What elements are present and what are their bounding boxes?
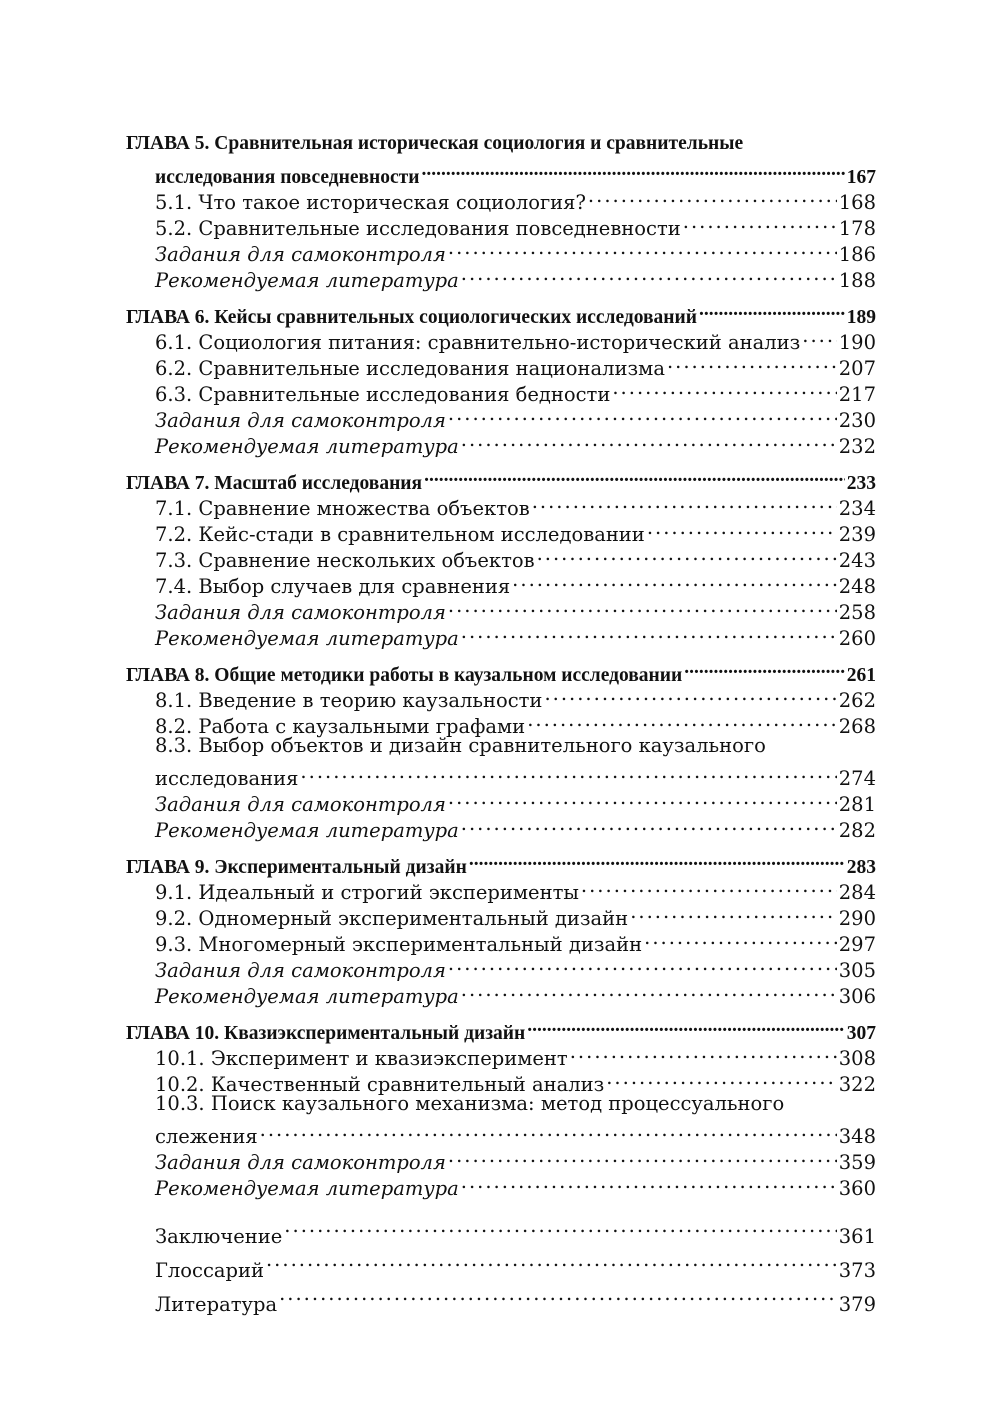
chapter-9-heading[interactable]	[126, 847, 876, 878]
chapter-8-heading[interactable]	[126, 655, 876, 686]
toc-entry-page: 260	[838, 627, 876, 650]
leader-dots	[699, 297, 845, 323]
toc-entry-8-3-line1[interactable]: 8.3. Выбор объектов и дизайн сравнительного каузального	[155, 734, 766, 757]
toc-entry-page: 230	[838, 409, 876, 432]
leader-dots	[461, 1169, 837, 1195]
toc-entry-conclusion[interactable]	[126, 1209, 876, 1248]
chapter-5-heading[interactable]	[126, 157, 876, 188]
toc-entry-page: 361	[838, 1225, 876, 1248]
chapter-10-heading[interactable]	[126, 1013, 876, 1044]
toc-entry-10-3-line1[interactable]: 10.3. Поиск каузального механизма: метод процессуального	[155, 1092, 785, 1115]
leader-dots	[570, 1039, 837, 1065]
toc-entry-title: 7.4. Выбор случаев для сравнения	[155, 575, 511, 598]
chapter-page: 261	[846, 665, 876, 686]
toc-entry-title: Рекомендуемая литература	[155, 1177, 459, 1200]
toc-entry-page: 258	[838, 601, 876, 624]
chapter-title: ГЛАВА 9. Экспериментальный дизайн	[126, 857, 467, 878]
leader-dots	[266, 1243, 837, 1277]
leader-dots	[537, 541, 837, 567]
leader-dots	[802, 323, 837, 349]
chapter-title: ГЛАВА 8. Общие методики работы в каузальном исследовании	[126, 665, 683, 686]
toc-entry-page: 178	[838, 217, 876, 240]
toc-entry-title: Задания для самоконтроля	[155, 959, 446, 982]
toc-entry-page: 248	[838, 575, 876, 598]
leader-dots	[527, 1013, 845, 1039]
leader-dots	[647, 515, 837, 541]
chapter-10	[126, 1013, 876, 1200]
toc-entry-title: 6.2. Сравнительные исследования национализма	[155, 357, 665, 380]
toc-entry-page: 359	[838, 1151, 876, 1174]
toc-entry-page: 322	[838, 1073, 876, 1096]
toc-entry-title: 9.1. Идеальный и строгий эксперименты	[155, 881, 579, 904]
toc-entry-title: 7.3. Сравнение нескольких объектов	[155, 549, 535, 572]
leader-dots	[461, 619, 837, 645]
toc-entry-title: 9.3. Многомерный экспериментальный дизайн	[155, 933, 643, 956]
chapter-page: 233	[846, 473, 876, 494]
toc-entry-page: 274	[838, 767, 876, 790]
leader-dots	[644, 925, 837, 951]
leader-dots	[469, 847, 845, 873]
leader-dots	[422, 157, 845, 183]
toc-entry-page: 188	[838, 269, 876, 292]
leader-dots	[448, 785, 837, 811]
leader-dots	[612, 375, 836, 401]
leader-dots	[667, 349, 837, 375]
chapter-6-heading[interactable]	[126, 297, 876, 328]
toc-entry-title: Задания для самоконтроля	[155, 793, 446, 816]
toc-entry-page: 232	[838, 435, 876, 458]
toc-entry-title: Рекомендуемая литература	[155, 435, 459, 458]
toc-entry-title: 6.1. Социология питания: сравнительно-исторический анализ	[155, 331, 801, 354]
toc-entry-title: Рекомендуемая литература	[155, 627, 459, 650]
toc-entry-title: Задания для самоконтроля	[155, 409, 446, 432]
toc-entry-page: 239	[838, 523, 876, 546]
leader-dots	[260, 1117, 837, 1143]
leader-dots	[581, 873, 837, 899]
leader-dots	[448, 1143, 837, 1169]
leader-dots	[300, 759, 836, 785]
leader-dots	[284, 1209, 836, 1243]
table-of-contents	[126, 131, 876, 1316]
toc-entry-page: 243	[838, 549, 876, 572]
toc-entry-title: Задания для самоконтроля	[155, 1151, 446, 1174]
leader-dots	[448, 235, 837, 261]
toc-entry-10-3[interactable]	[126, 1117, 876, 1148]
toc-entry-title: Литература	[155, 1293, 278, 1316]
toc-entry-page: 190	[838, 331, 876, 354]
toc-entry-title: 7.2. Кейс-стади в сравнительном исследовании	[155, 523, 645, 546]
toc-entry-page: 348	[838, 1125, 876, 1148]
toc-entry-title: Заключение	[155, 1225, 283, 1248]
toc-entry-page: 305	[838, 959, 876, 982]
toc-entry-title: Рекомендуемая литература	[155, 985, 459, 1008]
toc-entry-page: 379	[838, 1293, 876, 1316]
toc-entry-page: 297	[838, 933, 876, 956]
leader-dots	[424, 463, 845, 489]
toc-entry-8-3[interactable]	[126, 759, 876, 790]
toc-entry-title: Задания для самоконтроля	[155, 601, 446, 624]
leader-dots	[461, 427, 837, 453]
chapter-9	[126, 847, 876, 1008]
leader-dots	[279, 1277, 837, 1311]
end-matter	[126, 1209, 876, 1316]
chapter-page: 189	[846, 307, 876, 328]
chapter-7	[126, 463, 876, 650]
leader-dots	[512, 567, 837, 593]
chapter-title: ГЛАВА 7. Масштаб исследования	[126, 473, 423, 494]
leader-dots	[606, 1065, 837, 1091]
leader-dots	[461, 261, 837, 287]
toc-entry-title: 5.1. Что такое историческая социология?	[155, 191, 586, 214]
toc-entry-title: Рекомендуемая литература	[155, 819, 459, 842]
toc-entry-title: 10.2. Качественный сравнительный анализ	[155, 1073, 605, 1096]
toc-entry-title: Задания для самоконтроля	[155, 243, 446, 266]
toc-entry-page: 373	[838, 1259, 876, 1282]
leader-dots	[588, 183, 837, 209]
toc-entry-title: исследования	[155, 767, 299, 790]
toc-entry-page: 234	[838, 497, 876, 520]
toc-entry-title: 10.1. Эксперимент и квазиэксперимент	[155, 1047, 568, 1070]
toc-entry-page: 308	[838, 1047, 876, 1070]
chapter-5-heading-line1[interactable]: ГЛАВА 5. Сравнительная историческая социология и сравнительные	[126, 133, 744, 154]
toc-entry-page: 268	[838, 715, 876, 738]
toc-entry-title: 8.1. Введение в теорию каузальности	[155, 689, 543, 712]
toc-entry-page: 282	[838, 819, 876, 842]
toc-entry-title: 8.2. Работа с каузальными графами	[155, 715, 526, 738]
leader-dots	[683, 209, 837, 235]
chapter-6	[126, 297, 876, 458]
chapter-title: ГЛАВА 6. Кейсы сравнительных социологических исследований	[126, 307, 697, 328]
leader-dots	[527, 707, 837, 733]
chapter-5-page: 167	[846, 167, 876, 188]
toc-entry-title: слежения	[155, 1125, 258, 1148]
leader-dots	[448, 593, 837, 619]
toc-entry-title: Глоссарий	[155, 1259, 264, 1282]
chapter-page: 283	[846, 857, 876, 878]
leader-dots	[448, 951, 837, 977]
toc-entry-page: 306	[838, 985, 876, 1008]
toc-entry-title: 5.2. Сравнительные исследования повседневности	[155, 217, 681, 240]
toc-entry-page: 168	[838, 191, 876, 214]
leader-dots	[544, 681, 836, 707]
leader-dots	[461, 977, 837, 1003]
toc-entry-page: 284	[838, 881, 876, 904]
leader-dots	[448, 401, 837, 427]
chapter-5-heading-line2: исследования повседневности	[155, 167, 420, 188]
toc-entry-page: 281	[838, 793, 876, 816]
toc-entry-page: 186	[838, 243, 876, 266]
leader-dots	[461, 811, 837, 837]
leader-dots	[630, 899, 837, 925]
leader-dots	[532, 489, 837, 515]
toc-entry-page: 217	[838, 383, 876, 406]
toc-entry-title: 9.2. Одномерный экспериментальный дизайн	[155, 907, 629, 930]
chapter-7-heading[interactable]	[126, 463, 876, 494]
toc-entry-page: 360	[838, 1177, 876, 1200]
toc-entry-title: 7.1. Сравнение множества объектов	[155, 497, 530, 520]
chapter-5	[126, 131, 876, 292]
chapter-8	[126, 655, 876, 842]
toc-entry-page: 262	[838, 689, 876, 712]
leader-dots	[684, 655, 845, 681]
toc-entry-title: 6.3. Сравнительные исследования бедности	[155, 383, 611, 406]
toc-entry-page: 290	[838, 907, 876, 930]
chapter-title: ГЛАВА 10. Квазиэкспериментальный дизайн	[126, 1023, 526, 1044]
toc-entry-page: 207	[838, 357, 876, 380]
chapter-page: 307	[846, 1023, 876, 1044]
toc-entry-title: Рекомендуемая литература	[155, 269, 459, 292]
